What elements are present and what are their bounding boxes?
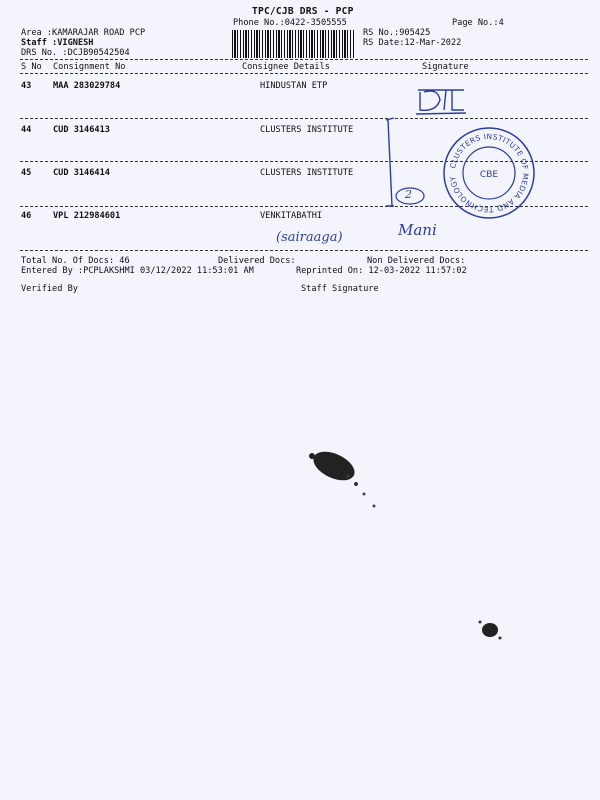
divider (20, 118, 588, 119)
row-consignment: CUD 3146414 (53, 168, 110, 178)
row-sno: 43 (21, 81, 32, 91)
row-consignment: CUD 3146413 (53, 125, 110, 135)
rs-date: RS Date:12-Mar-2022 (363, 38, 462, 48)
row-consignee: VENKITABATHI (260, 211, 323, 221)
signature-number: 2 (405, 188, 412, 201)
divider (20, 73, 588, 74)
document-title: TPC/CJB DRS - PCP (252, 6, 354, 17)
drs-number: DRS No. :DCJB90542504 (21, 48, 130, 58)
header-sno: S No (21, 62, 42, 72)
scan-blot (470, 610, 510, 650)
row-consignment: MAA 283029784 (53, 81, 121, 91)
stamp-ring-text: CLUSTERS INSTITUTE OF MEDIA AND TECHNOLOGY (448, 131, 531, 215)
phone-number: Phone No.:0422-3505555 (233, 18, 347, 28)
row-consignee: HINDUSTAN ETP (260, 81, 328, 91)
rs-number: RS No.:905425 (363, 28, 431, 38)
scan-blot (300, 440, 400, 520)
signature-dil (402, 88, 436, 106)
row-consignment: VPL 212984601 (53, 211, 121, 221)
non-delivered-docs: Non Delivered Docs: (367, 256, 466, 266)
divider (20, 250, 588, 251)
verified-by: Verified By (21, 284, 78, 294)
entered-by: Entered By :PCPLAKSHMI 03/12/2022 11:53:01 AM (21, 266, 254, 276)
page-number: Page No.:4 (452, 18, 504, 28)
signature-sairaaga: (sairaaga) (276, 230, 343, 245)
divider (20, 59, 588, 60)
staff-signature-label: Staff Signature (301, 284, 379, 294)
row-sno: 46 (21, 211, 32, 221)
signature-mani: Mani (398, 221, 437, 239)
row-sno: 44 (21, 125, 32, 135)
staff-label: Staff :VIGNESH (21, 38, 94, 48)
stamp-center-text: CBE (479, 170, 499, 180)
barcode (232, 30, 354, 58)
reprinted-on: Reprinted On: 12-03-2022 11:57:02 (296, 266, 467, 276)
delivered-docs: Delivered Docs: (218, 256, 296, 266)
row-consignee: CLUSTERS INSTITUTE (260, 168, 354, 178)
institute-stamp (442, 126, 536, 220)
row-sno: 45 (21, 168, 32, 178)
header-consignment: Consignment No (53, 62, 126, 72)
header-signature: Signature (422, 62, 469, 72)
header-consignee: Consignee Details (242, 62, 330, 72)
area-label: Area :KAMARAJAR ROAD PCP (21, 28, 146, 38)
total-docs: Total No. Of Docs: 46 (21, 256, 130, 266)
row-consignee: CLUSTERS INSTITUTE (260, 125, 354, 135)
